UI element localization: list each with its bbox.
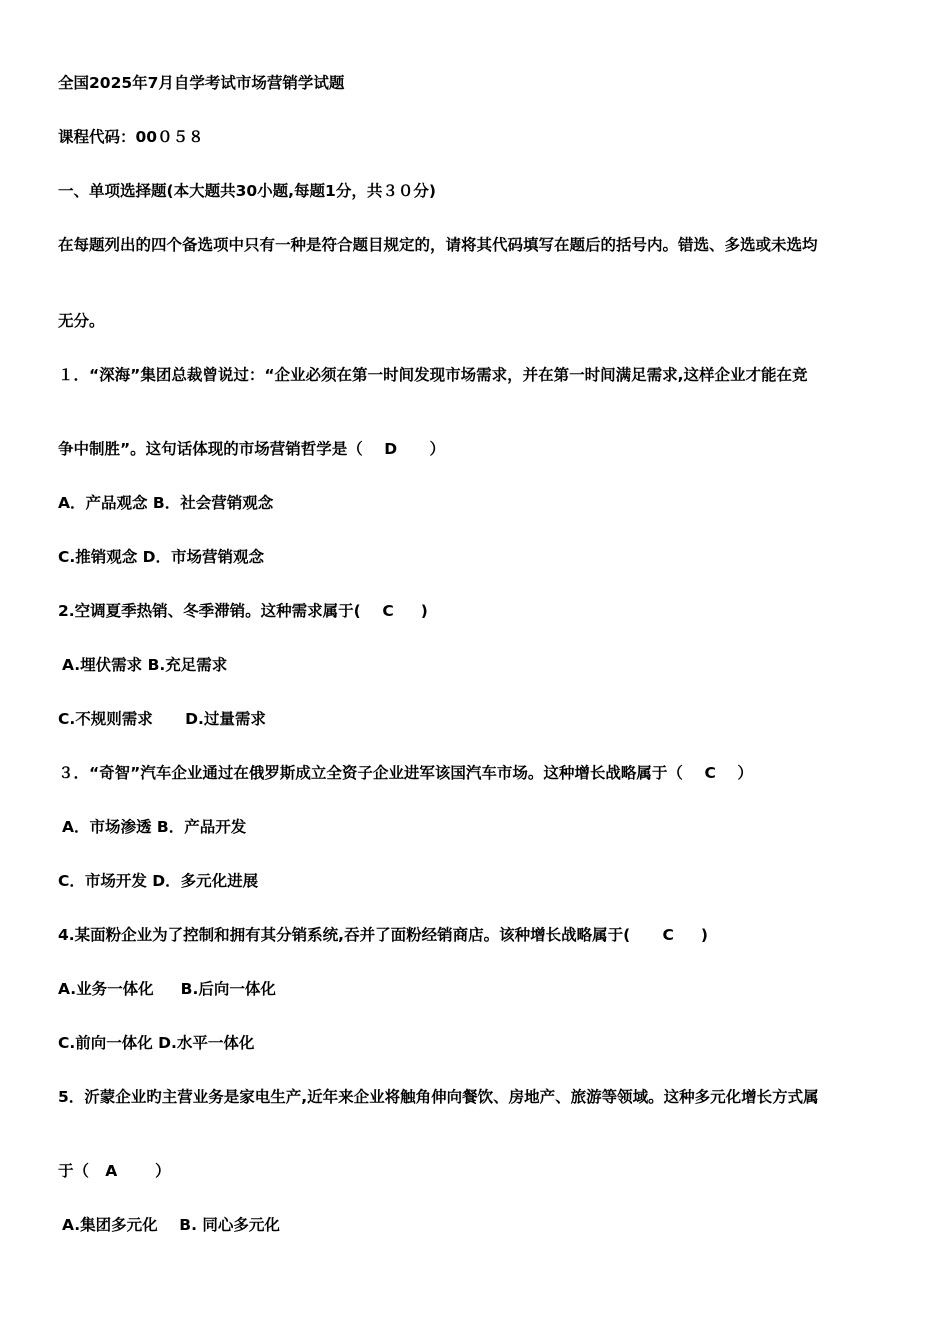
- question-stem-line-1: 5．沂蒙企业旳主营业务是家电生产,近年来企业将触角伸向餐饮、房地产、旅游等领域。这种多元化增长方式属: [58, 1088, 819, 1106]
- course-code: 课程代码：00０５８: [58, 128, 204, 146]
- instructions-line-2: 无分。: [58, 312, 105, 330]
- question-options-line-1: A.埋伏需求 B.充足需求: [62, 656, 228, 674]
- question-options-line-1: A.集团多元化 B. 同心多元化: [62, 1216, 280, 1234]
- question-stem-line-1: １．“深海”集团总裁曾说过：“企业必须在第一时间发现市场需求，并在第一时间满足需求,这样企业才能在竞: [58, 366, 808, 384]
- question-stem-line-2: 争中制胜”。这句话体现的市场营销哲学是（ D ）: [58, 440, 446, 458]
- question-stem-line-1: 4.某面粉企业为了控制和拥有其分销系统,吞并了面粉经销商店。该种增长战略属于( C ): [58, 926, 708, 944]
- instructions-line-1: 在每题列出的四个备选项中只有一种是符合题目规定的，请将其代码填写在题后的括号内。错选、多选或未选均: [58, 236, 818, 254]
- question-options-line-1: A．市场渗透 B．产品开发: [62, 818, 247, 836]
- question-options-line-1: A．产品观念 B．社会营销观念: [58, 494, 274, 512]
- section-heading: 一、单项选择题(本大题共30小题,每题1分，共３０分): [58, 182, 436, 200]
- question-options-line-1: A.业务一体化 B.后向一体化: [58, 980, 276, 998]
- question-options-line-2: C.推销观念 D．市场营销观念: [58, 548, 265, 566]
- question-options-line-2: C.前向一体化 D.水平一体化: [58, 1034, 255, 1052]
- question-options-line-2: C.不规则需求 D.过量需求: [58, 710, 266, 728]
- question-stem-line-1: 2.空调夏季热销、冬季滞销。这种需求属于( C ): [58, 602, 428, 620]
- document-title: 全国2025年7月自学考试市场营销学试题: [58, 74, 345, 92]
- question-stem-line-1: ３．“奇智”汽车企业通过在俄罗斯成立全资子企业进军该国汽车市场。这种增长战略属于（ C ）: [58, 764, 753, 782]
- question-options-line-2: C．市场开发 D．多元化进展: [58, 872, 259, 890]
- question-stem-line-2: 于（ A ）: [58, 1162, 171, 1180]
